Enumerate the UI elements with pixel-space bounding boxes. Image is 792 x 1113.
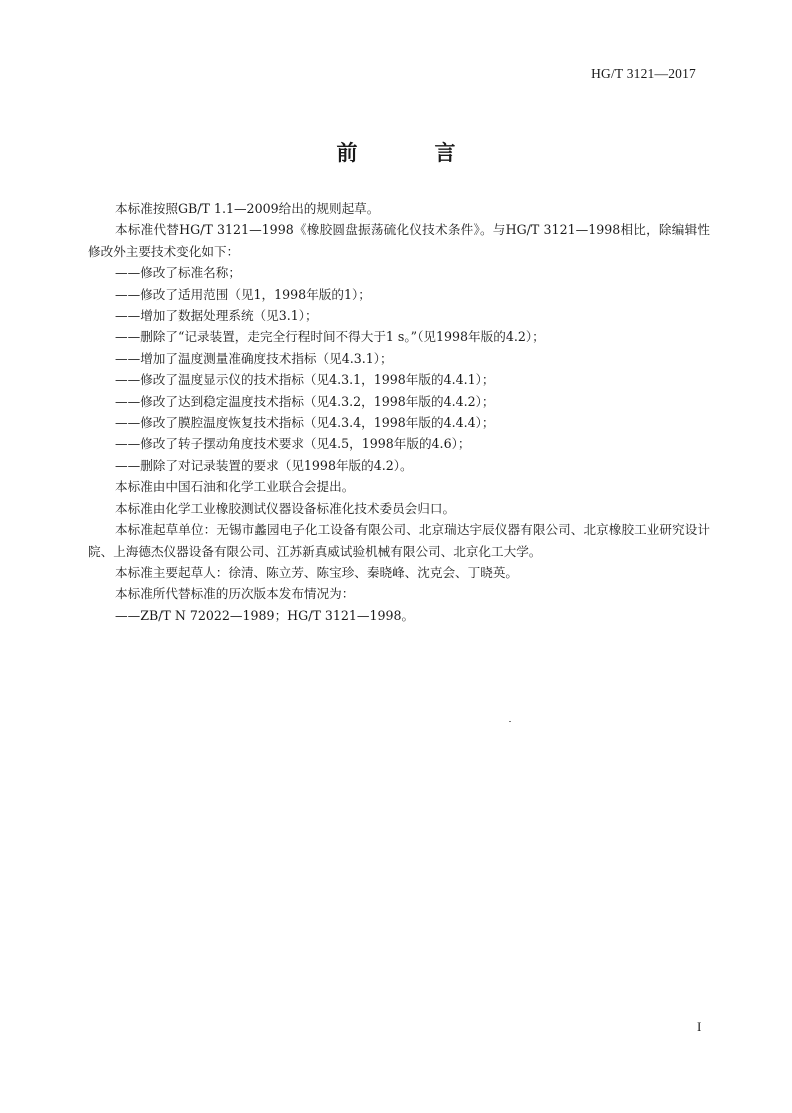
list-item: ——增加了温度测量准确度技术指标（见4.3.1）； bbox=[115, 350, 393, 366]
list-item: ——修改了温度显示仪的技术指标（见4.3.1，1998年版的4.4.1）； bbox=[115, 372, 495, 388]
history-intro-paragraph: 本标准所代替标准的历次版本发布情况为： bbox=[115, 586, 355, 602]
list-item: ——修改了适用范围（见1，1998年版的1）； bbox=[115, 286, 371, 302]
page-title: 前 言 bbox=[336, 141, 484, 165]
drafting-units-paragraph: 本标准起草单位：无锡市蠡园电子化工设备有限公司、北京瑞达宇辰仪器有限公司、北京橡胶工业研究设计院、上海德杰仪器设备有限公司、江苏新真威试验机械有限公司、北京化工大学。 bbox=[88, 522, 710, 559]
list-item: ——修改了转子摆动角度技术要求（见4.5，1998年版的4.6）； bbox=[115, 436, 471, 452]
proposer-paragraph: 本标准由中国石油和化学工业联合会提出。 bbox=[115, 479, 355, 495]
replacement-paragraph: 本标准代替HG/T 3121—1998《橡胶圆盘振荡硫化仪技术条件》。与HG/T 3121—1998相比，除编辑性修改外主要技术变化如下： bbox=[88, 222, 710, 259]
history-list-item: ——ZB/T N 72022—1989；HG/T 3121—1998。 bbox=[115, 607, 415, 623]
scan-speck bbox=[509, 721, 511, 722]
page-number: I bbox=[697, 1019, 702, 1034]
list-item: ——删除了对记录装置的要求（见1998年版的4.2）。 bbox=[115, 457, 413, 473]
drafters-paragraph: 本标准主要起草人：徐清、陈立芳、陈宝珍、秦晓峰、沈克会、丁晓英。 bbox=[115, 564, 518, 580]
drafting-rule-paragraph: 本标准按照GB/T 1.1—2009给出的规则起草。 bbox=[115, 201, 380, 216]
list-item: ——修改了膜腔温度恢复技术指标（见4.3.4，1998年版的4.4.4）； bbox=[115, 415, 495, 431]
list-item: ——增加了数据处理系统（见3.1）； bbox=[115, 308, 318, 324]
list-item: ——修改了达到稳定温度技术指标（见4.3.2，1998年版的4.4.2）； bbox=[115, 393, 495, 409]
list-item: ——删除了“记录装置，走完全行程时间不得大于1 s。”（见1998年版的4.2）； bbox=[115, 329, 545, 345]
document-body bbox=[88, 198, 710, 626]
committee-paragraph: 本标准由化学工业橡胶测试仪器设备标准化技术委员会归口。 bbox=[115, 500, 456, 516]
document-code: HG/T 3121—2017 bbox=[591, 66, 696, 81]
list-item: ——修改了标准名称； bbox=[115, 265, 241, 281]
